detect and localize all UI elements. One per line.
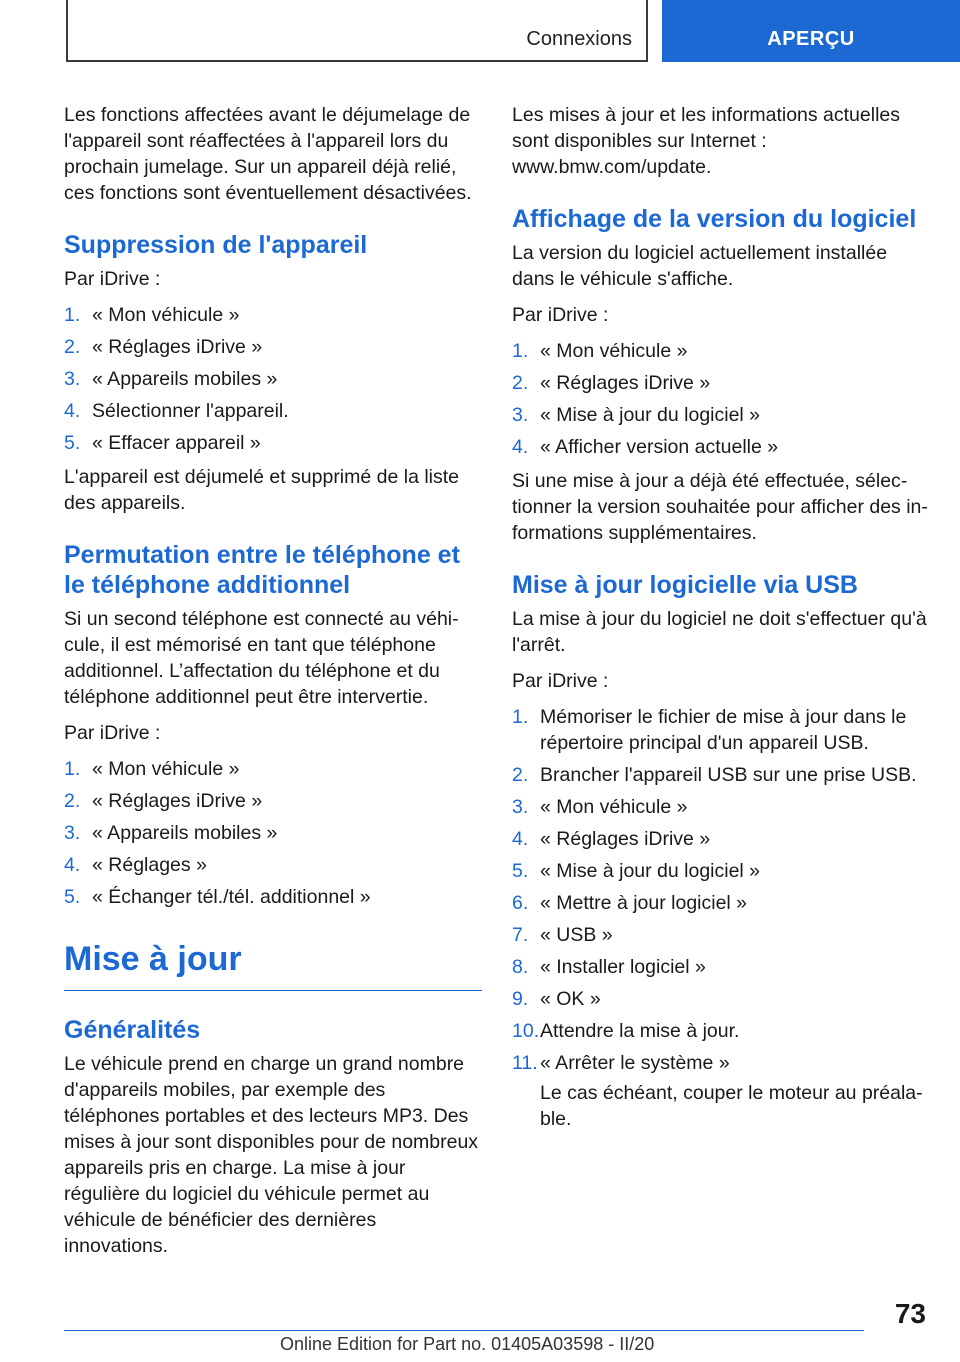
- step-number: 3.: [512, 404, 529, 426]
- step-text: « Réglages iDrive »: [92, 790, 263, 812]
- list-item: [512, 1018, 928, 1044]
- steps-permutation: [64, 756, 482, 910]
- step-text: « Effacer appareil »: [92, 432, 261, 454]
- step-text: « Mon véhicule »: [92, 304, 240, 326]
- list-item: [512, 986, 928, 1012]
- steps-suppression: [64, 302, 482, 456]
- intro-paragraph: Les mises à jour et les informations actuelles sont disponibles sur Internet : www.bmw.com/update.: [512, 104, 901, 178]
- step-text-with-note: [540, 1050, 928, 1132]
- overview-tab[interactable]: [662, 0, 960, 62]
- heading-suppression: Suppression de l'appareil: [64, 231, 368, 259]
- lead-text: Par iDrive :: [64, 722, 161, 744]
- step-number: 2.: [64, 790, 81, 812]
- list-item: [512, 826, 928, 852]
- step-number: 2.: [512, 372, 529, 394]
- steps-version: [512, 338, 928, 460]
- list-item: [512, 762, 928, 788]
- heading-usb: Mise à jour logicielle via USB: [512, 571, 858, 599]
- list-item: [64, 302, 482, 328]
- list-item: [64, 852, 482, 878]
- step-text: « Réglages iDrive »: [540, 828, 711, 850]
- chapter-title: Mise à jour: [64, 938, 482, 991]
- step-number: 5.: [64, 432, 81, 454]
- step-note: Le cas échéant, couper le moteur au préalable.: [540, 1082, 923, 1130]
- result-paragraph: Si une mise à jour a déjà été effectuée, sélectionner la version souhaitée pour afficher des informations supplémentaires.: [512, 470, 928, 544]
- list-item: [512, 370, 928, 396]
- step-text: « Installer logiciel »: [540, 956, 706, 978]
- list-item: [512, 858, 928, 884]
- list-item: [64, 398, 482, 424]
- list-item: [64, 756, 482, 782]
- list-item: [512, 794, 928, 820]
- step-text: Sélectionner l'appareil.: [92, 400, 289, 422]
- step-number: 3.: [64, 368, 81, 390]
- heading-generalites: Généralités: [64, 1016, 201, 1044]
- list-item: [64, 820, 482, 846]
- lead-text: Par iDrive :: [512, 304, 609, 326]
- step-text: « Mon véhicule »: [540, 796, 688, 818]
- list-item: [512, 890, 928, 916]
- step-text: « USB »: [540, 924, 613, 946]
- list-item: [64, 884, 482, 910]
- step-number: 11.: [512, 1052, 538, 1074]
- list-item: [512, 338, 928, 364]
- step-text: « OK »: [540, 988, 601, 1010]
- step-number: 3.: [512, 796, 529, 818]
- step-text: « Appareils mobiles »: [92, 822, 278, 844]
- step-text: Brancher l'appareil USB sur une prise USB.: [540, 764, 917, 786]
- page-number: 73: [894, 1298, 926, 1329]
- list-item: [64, 334, 482, 360]
- body-paragraph: Si un second téléphone est connecté au véhicule, il est mémorisé en tant que téléphone additionnel. L’affectation du téléphone et du téléphone additionnel peut être intervertie.: [64, 608, 459, 708]
- step-number: 2.: [64, 336, 81, 358]
- step-text: « Afficher version actuelle »: [540, 436, 779, 458]
- footer-divider: [64, 1330, 864, 1331]
- result-paragraph: L'appareil est déjumelé et supprimé de la liste des appareils.: [64, 466, 460, 514]
- list-item: [64, 430, 482, 456]
- step-number: 4.: [512, 436, 529, 458]
- list-item: [512, 402, 928, 428]
- list-item: [64, 788, 482, 814]
- step-text: « Appareils mobiles »: [92, 368, 278, 390]
- step-number: 7.: [512, 924, 529, 946]
- step-text: « Réglages iDrive »: [540, 372, 711, 394]
- body-paragraph: La mise à jour du logiciel ne doit s'effectuer qu'à l'arrêt.: [512, 608, 927, 656]
- list-item: [512, 1050, 928, 1132]
- step-text: « Mise à jour du logiciel »: [540, 860, 761, 882]
- list-item: [64, 366, 482, 392]
- body-paragraph: La version du logiciel actuellement installée dans le véhicule s'affiche.: [512, 242, 888, 290]
- lead-text: Par iDrive :: [64, 268, 161, 290]
- list-item: [512, 922, 928, 948]
- step-text: « Réglages »: [92, 854, 207, 876]
- right-column: [512, 102, 928, 1140]
- step-number: 8.: [512, 956, 529, 978]
- step-text: Attendre la mise à jour.: [540, 1020, 740, 1042]
- list-item: [512, 954, 928, 980]
- step-number: 4.: [64, 854, 81, 876]
- steps-usb: [512, 704, 928, 1132]
- step-number: 1.: [64, 758, 81, 780]
- step-number: 9.: [512, 988, 529, 1010]
- step-text: « Arrêter le système »: [540, 1052, 730, 1074]
- step-number: 3.: [64, 822, 81, 844]
- step-number: 5.: [64, 886, 81, 908]
- overview-tab-label: APERÇU: [767, 28, 855, 50]
- step-text: « Échanger tél./tél. additionnel »: [92, 886, 371, 908]
- step-number: 1.: [512, 706, 529, 728]
- list-item: [512, 434, 928, 460]
- section-tab[interactable]: [66, 0, 648, 62]
- body-paragraph: Le véhicule prend en charge un grand nombre d'appareils mobiles, par exemple des téléphones portables et des lecteurs MP3. Des mises à jour sont disponibles pour de nombreux appareils pris en charge. La mise à jour régulière du logiciel du véhicule permet au véhicule de bénéficier des dernières innovations.: [64, 1053, 479, 1257]
- left-column: [64, 102, 482, 1269]
- step-number: 4.: [512, 828, 529, 850]
- step-text: « Réglages iDrive »: [92, 336, 263, 358]
- step-text: « Mon véhicule »: [92, 758, 240, 780]
- step-text: « Mise à jour du logiciel »: [540, 404, 761, 426]
- step-number: 10.: [512, 1020, 540, 1042]
- step-text: « Mon véhicule »: [540, 340, 688, 362]
- step-number: 1.: [512, 340, 529, 362]
- step-number: 4.: [64, 400, 81, 422]
- step-number: 5.: [512, 860, 529, 882]
- heading-permutation: Permutation entre le téléphone et le téléphone additionnel: [64, 541, 460, 599]
- lead-text: Par iDrive :: [512, 670, 609, 692]
- step-number: 6.: [512, 892, 529, 914]
- list-item: [512, 704, 928, 756]
- intro-paragraph: Les fonctions affectées avant le déjumelage de l'appareil sont réaffectées à l'appareil lors du prochain jumelage. Sur un appareil déjà relié, ces fonctions sont éventuellement désactivées.: [64, 104, 472, 204]
- step-text: Mémoriser le fichier de mise à jour dans le répertoire principal d'un appareil USB.: [540, 706, 907, 754]
- heading-version: Affichage de la version du logiciel: [512, 205, 917, 233]
- step-number: 1.: [64, 304, 81, 326]
- page-header: [0, 0, 960, 66]
- section-tab-label: Connexions: [526, 28, 632, 50]
- step-number: 2.: [512, 764, 529, 786]
- footer-edition: Online Edition for Part no. 01405A03598 - II/20: [280, 1334, 655, 1354]
- step-text: « Mettre à jour logiciel »: [540, 892, 748, 914]
